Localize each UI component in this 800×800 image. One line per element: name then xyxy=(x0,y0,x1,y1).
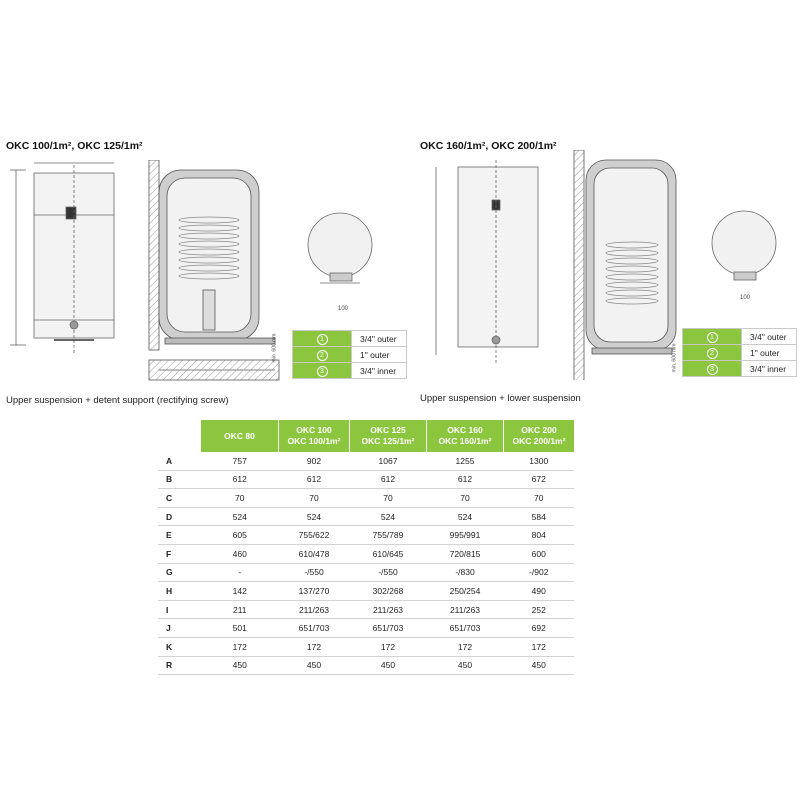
row-label: E xyxy=(158,526,201,545)
table-cell: 1300 xyxy=(504,452,575,470)
table-cell: 172 xyxy=(350,637,427,656)
right-front-view xyxy=(422,155,552,375)
table-cell: 172 xyxy=(504,637,575,656)
table-row xyxy=(158,489,574,508)
row-label: G xyxy=(158,563,201,582)
legend-text: 1" outer xyxy=(742,345,797,361)
table-cell: 524 xyxy=(201,507,279,526)
legend-row xyxy=(293,363,407,379)
table-cell: 172 xyxy=(279,637,350,656)
legend-text: 3/4" outer xyxy=(742,329,797,345)
right-dim-100-label: 100 xyxy=(740,295,751,301)
table-cell: 211/263 xyxy=(350,600,427,619)
column-header: OKC 125 OKC 125/1m² xyxy=(350,420,427,452)
legend-number: 1 xyxy=(317,334,328,345)
table-cell: 302/268 xyxy=(350,582,427,601)
legend-text: 3/4" outer xyxy=(352,331,407,347)
column-header: OKC 80 xyxy=(201,420,279,452)
table-cell: 584 xyxy=(504,507,575,526)
table-cell: 250/254 xyxy=(427,582,504,601)
table-cell: 70 xyxy=(504,489,575,508)
table-cell: 612 xyxy=(201,470,279,489)
table-cell: 995/991 xyxy=(427,526,504,545)
table-cell: 450 xyxy=(504,656,575,675)
legend-number: 3 xyxy=(317,366,328,377)
right-top-view xyxy=(704,198,784,308)
table-cell: 612 xyxy=(350,470,427,489)
left-dim-100-label: 100 xyxy=(338,306,349,312)
legend-row xyxy=(293,347,407,363)
legend-row xyxy=(683,345,797,361)
table-cell: 524 xyxy=(427,507,504,526)
table-cell: 501 xyxy=(201,619,279,638)
row-label: A xyxy=(158,452,201,470)
table-header-row xyxy=(158,420,574,452)
table-row xyxy=(158,452,574,470)
legend-text: 3/4" inner xyxy=(742,361,797,377)
table-cell: 490 xyxy=(504,582,575,601)
table-cell: 172 xyxy=(427,637,504,656)
table-cell: 460 xyxy=(201,544,279,563)
legend-text: 3/4" inner xyxy=(352,363,407,379)
left-min-600-label: min. 600 mm xyxy=(271,333,278,363)
table-row xyxy=(158,656,574,675)
table-cell: -/830 xyxy=(427,563,504,582)
legend-row xyxy=(683,361,797,377)
table-cell: 610/478 xyxy=(279,544,350,563)
table-row xyxy=(158,470,574,489)
column-header: OKC 200 OKC 200/1m² xyxy=(504,420,575,452)
table-cell: 757 xyxy=(201,452,279,470)
table-row xyxy=(158,507,574,526)
dimensions-table xyxy=(158,420,574,675)
legend-number: 1 xyxy=(707,332,718,343)
column-header: OKC 160 OKC 160/1m² xyxy=(427,420,504,452)
table-cell: 651/703 xyxy=(350,619,427,638)
right-caption: Upper suspension + lower suspension xyxy=(420,393,581,404)
table-cell: 1255 xyxy=(427,452,504,470)
left-caption: Upper suspension + detent support (rectifying screw) xyxy=(6,395,229,406)
table-cell: 651/703 xyxy=(427,619,504,638)
row-label: D xyxy=(158,507,201,526)
table-cell: 142 xyxy=(201,582,279,601)
row-label: H xyxy=(158,582,201,601)
table-cell: 211/263 xyxy=(279,600,350,619)
table-row xyxy=(158,544,574,563)
table-cell: 70 xyxy=(201,489,279,508)
table-cell: 804 xyxy=(504,526,575,545)
table-cell: 450 xyxy=(427,656,504,675)
column-header: OKC 100 OKC 100/1m² xyxy=(279,420,350,452)
legend-number: 3 xyxy=(707,364,718,375)
table-cell: 755/789 xyxy=(350,526,427,545)
table-cell: 450 xyxy=(350,656,427,675)
table-cell: -/550 xyxy=(350,563,427,582)
row-label: C xyxy=(158,489,201,508)
row-label: I xyxy=(158,600,201,619)
legend-text: 1" outer xyxy=(352,347,407,363)
table-cell: 450 xyxy=(201,656,279,675)
table-cell: 211 xyxy=(201,600,279,619)
table-cell: 70 xyxy=(350,489,427,508)
left-front-view xyxy=(6,155,146,375)
table-row xyxy=(158,637,574,656)
row-label: K xyxy=(158,637,201,656)
table-row xyxy=(158,526,574,545)
table-cell: 172 xyxy=(201,637,279,656)
table-row xyxy=(158,582,574,601)
table-row xyxy=(158,619,574,638)
table-cell: 755/622 xyxy=(279,526,350,545)
row-label: B xyxy=(158,470,201,489)
table-cell: 211/263 xyxy=(427,600,504,619)
table-cell: 612 xyxy=(279,470,350,489)
table-cell: 524 xyxy=(350,507,427,526)
table-cell: 600 xyxy=(504,544,575,563)
left-section-view xyxy=(135,160,285,390)
table-cell: 612 xyxy=(427,470,504,489)
table-cell: 450 xyxy=(279,656,350,675)
table-cell: 524 xyxy=(279,507,350,526)
table-cell: 137/270 xyxy=(279,582,350,601)
table-row xyxy=(158,563,574,582)
right-title: OKC 160/1m², OKC 200/1m² xyxy=(420,140,557,152)
right-min-600-label: min. 600 mm xyxy=(671,343,678,373)
row-label: J xyxy=(158,619,201,638)
table-cell: 252 xyxy=(504,600,575,619)
table-cell: 1067 xyxy=(350,452,427,470)
table-cell: -/902 xyxy=(504,563,575,582)
table-cell: 610/645 xyxy=(350,544,427,563)
row-label: F xyxy=(158,544,201,563)
row-label: R xyxy=(158,656,201,675)
table-cell: - xyxy=(201,563,279,582)
left-title: OKC 100/1m², OKC 125/1m² xyxy=(6,140,143,152)
table-cell: -/550 xyxy=(279,563,350,582)
left-top-view xyxy=(300,195,380,315)
table-cell: 902 xyxy=(279,452,350,470)
table-cell: 651/703 xyxy=(279,619,350,638)
table-cell: 605 xyxy=(201,526,279,545)
table-cell: 692 xyxy=(504,619,575,638)
legend-row xyxy=(683,329,797,345)
table-cell: 70 xyxy=(427,489,504,508)
left-connection-legend xyxy=(292,330,407,379)
table-cell: 70 xyxy=(279,489,350,508)
legend-number: 2 xyxy=(707,348,718,359)
table-cell: 720/815 xyxy=(427,544,504,563)
legend-number: 2 xyxy=(317,350,328,361)
table-cell: 672 xyxy=(504,470,575,489)
table-row xyxy=(158,600,574,619)
right-connection-legend xyxy=(682,328,797,377)
legend-row xyxy=(293,331,407,347)
